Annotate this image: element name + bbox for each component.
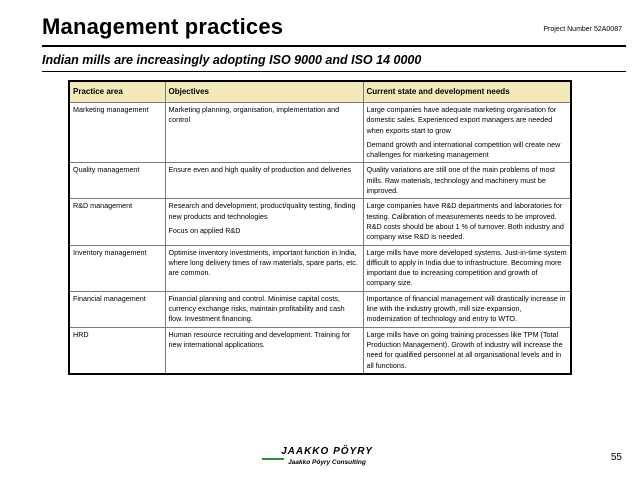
table-header-row: [69, 81, 571, 103]
current-state-cell: [363, 103, 571, 163]
current-state-cell: [363, 245, 571, 291]
column-header-practice-area: Practice area: [69, 81, 165, 103]
practice-area-cell: Inventory management: [69, 245, 165, 291]
management-practices-table: [68, 80, 572, 375]
subtitle-divider: [42, 71, 626, 72]
table-row: [69, 291, 571, 327]
practice-area-cell: Quality management: [69, 163, 165, 199]
objectives-cell: [165, 327, 363, 374]
current-state-text: Large mills have more developed systems. Just-in-time system difficult to apply in India due to infrastructure. Becoming more important due to increasing competition and growth of company size.: [366, 247, 567, 288]
practice-area-cell: HRD: [69, 327, 165, 374]
current-state-cell: [363, 291, 571, 327]
objectives-text: Human resource recruiting and development. Training for new international applications.: [168, 329, 351, 349]
logo-subtitle: Jaakko Pöyry Consulting: [288, 459, 366, 466]
objectives-cell: [165, 245, 363, 291]
current-state-cell: [363, 199, 571, 245]
current-state-text: Large companies have R&D departments and laboratories for testing. Calibration of measurements needs to be improved. R&D costs should be about 1 % of turnover. Both industry and company wise R&D is needed.: [366, 201, 564, 242]
objectives-text: Ensure even and high quality of production and deliveries: [168, 165, 352, 175]
page-subtitle: Indian mills are increasingly adopting ISO 9000 and ISO 14 0000: [42, 53, 422, 67]
company-logo: [262, 446, 392, 474]
practice-area-cell: Marketing management: [69, 103, 165, 163]
current-state-text: Large mills have on going training processes like TPM (Total Production Management). Growth of industry will increase the need for qualified personnel at all organisational levels and in all functions.: [366, 329, 563, 370]
page-title: Management practices: [42, 14, 284, 39]
objectives-cell: [165, 103, 363, 163]
page-number: 55: [610, 452, 622, 463]
objectives-text: Financial planning and control. Minimise capital costs, currency exchange risks, maintain profitability and cash flow. Investment financing.: [168, 293, 345, 324]
objectives-cell: [165, 199, 363, 245]
objectives-text: Optimise inventory investments, important function in India, where long delivery times of raw materials, spare parts, etc. are common.: [168, 247, 358, 278]
objectives-text: Marketing planning, organisation, implementation and control: [168, 105, 340, 125]
current-state-text: Large companies have adequate marketing organisation for domestic sales. Experienced export managers are needed when exports start to grow: [366, 105, 557, 135]
current-state-cell: [363, 163, 571, 199]
title-divider: [42, 45, 626, 47]
objectives-cell: [165, 291, 363, 327]
current-state-cell: [363, 327, 571, 374]
project-number: Project Number 52A0087: [543, 26, 622, 33]
current-state-text: Importance of financial management will drastically increase in line with the industry growth, mill size expansion, modernization of technology and entry to WTO.: [366, 293, 566, 324]
practice-area-cell: R&D management: [69, 199, 165, 245]
table-row: [69, 163, 571, 199]
table-row: [69, 245, 571, 291]
column-header-current-state: Current state and development needs: [363, 81, 571, 103]
objectives-text: Research and development, product/quality testing, finding new products and technologies: [168, 201, 356, 221]
table-row: [69, 327, 571, 374]
logo-wordmark: JAAKKO PÖYRY: [281, 446, 373, 457]
objectives-cell: [165, 163, 363, 199]
objectives-text: Focus on applied R&D: [168, 225, 241, 235]
table-row: [69, 103, 571, 163]
column-header-objectives: Objectives: [165, 81, 363, 103]
practice-area-cell: Financial management: [69, 291, 165, 327]
current-state-text: Quality variations are still one of the main problems of most mills. Raw materials, technology and machinery must be improved.: [366, 165, 556, 196]
current-state-text: Demand growth and international competition will create new challenges for marketing management: [366, 139, 561, 160]
table-row: [69, 199, 571, 245]
